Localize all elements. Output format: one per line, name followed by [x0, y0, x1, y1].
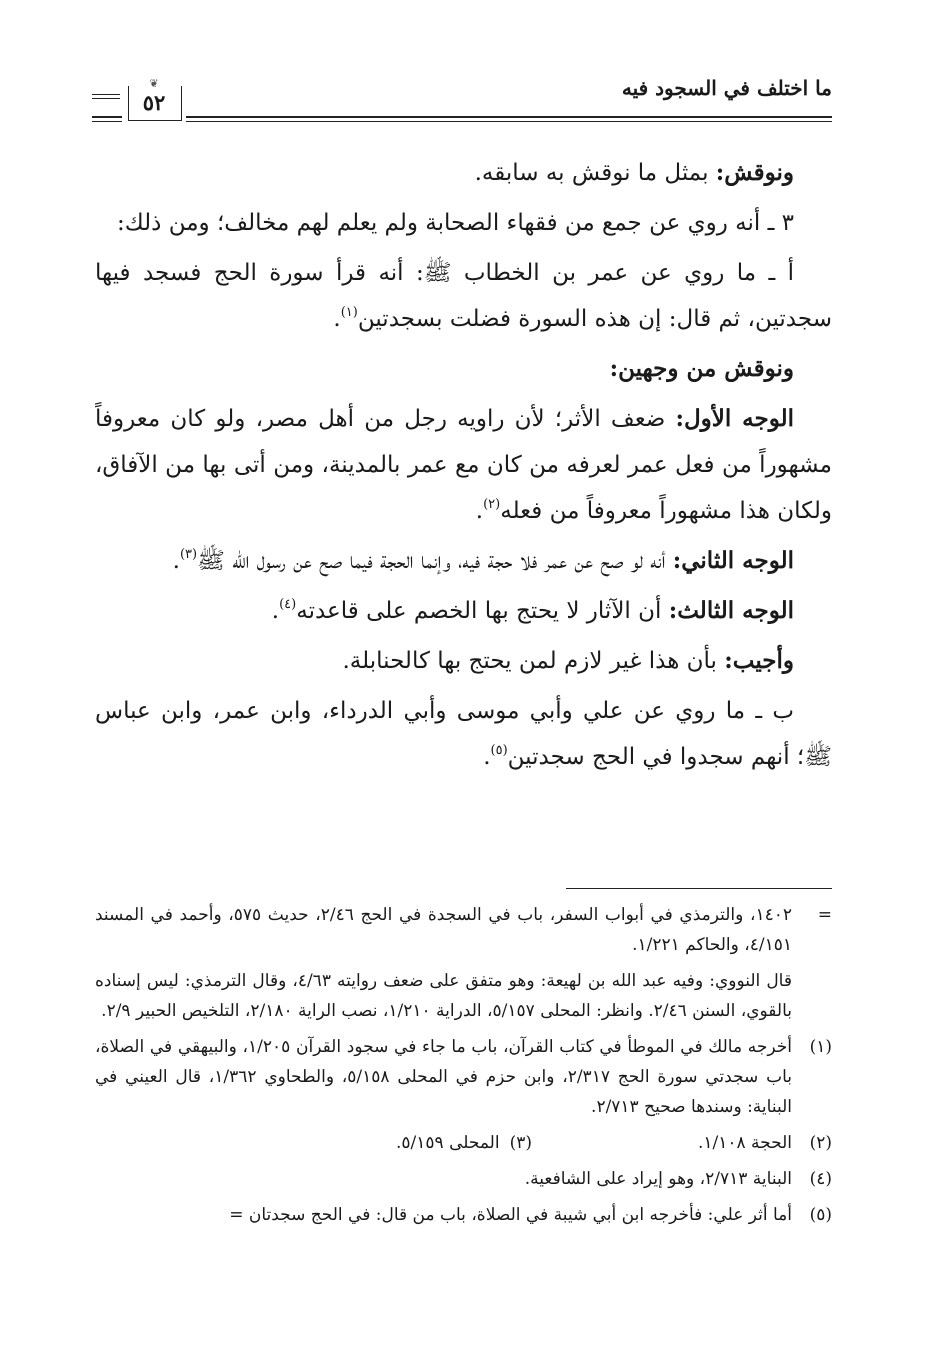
paragraph	[95, 588, 832, 634]
ornament-icon: ❦	[149, 77, 159, 90]
paragraph-text: أن الآثار لا يحتج بها الخصم على قاعدته	[296, 598, 669, 624]
footnote-marker: (٢)	[809, 1133, 832, 1153]
paragraph-label: الوجه الثالث:	[668, 597, 794, 624]
footnote-3	[396, 1128, 532, 1158]
page-number-dashes	[92, 94, 120, 102]
paragraph	[95, 346, 832, 392]
paragraph-label: ونوقش من وجهين:	[609, 355, 794, 382]
paragraph-text: ضعف الأثر؛ لأن راويه رجل من أهل مصر، ولو كان معروفاً مشهوراً من فعل عمر لعرفه من كان مع عمر بالمدينة، ومن أتى بها من الآفاق، ولكان هذا مشهوراً معروفاً من فعله	[95, 406, 832, 524]
footnote-text: الحجة ١/١٠٨.	[697, 1133, 792, 1153]
footnote-text: المحلى ٥/١٥٩.	[396, 1133, 500, 1153]
page-number-box	[122, 77, 186, 124]
paragraph-text: ب ـ ما روي عن علي وأبي موسى وأبي الدرداء، وابن عمر، وابن عباس ﷺ؛ أنهم سجدوا في الحج سجدتين	[95, 698, 832, 770]
footnote-marker: (٥)	[809, 1205, 832, 1225]
header-rule-thick	[92, 116, 832, 118]
main-text	[95, 150, 832, 784]
paragraph	[95, 688, 832, 780]
running-title: ما اختلف في السجود فيه	[621, 76, 832, 100]
paragraph	[95, 396, 832, 534]
footnote-continuation	[95, 900, 832, 960]
paragraph-end: .	[475, 498, 484, 524]
paragraph-end: .	[172, 548, 180, 574]
header-rule-thin	[92, 121, 832, 122]
paragraph	[95, 638, 832, 684]
footnote-ref[interactable]: (١)	[340, 305, 358, 320]
paragraph	[95, 538, 832, 584]
paragraph	[95, 250, 832, 342]
paragraph-text: ٣ ـ أنه روي عن جمع من فقهاء الصحابة ولم يعلم لهم مخالف؛ ومن ذلك:	[117, 210, 794, 236]
paragraph-label: وأجيب:	[724, 647, 794, 674]
page-number: ٥٢	[142, 90, 166, 115]
footnote-5	[95, 1200, 832, 1230]
footnote-ref[interactable]: (٢)	[483, 497, 501, 512]
footnote-text: أخرجه مالك في الموطأ في كتاب القرآن، باب ما جاء في سجود القرآن ١/٢٠٥، والبيهقي في الصلاة، باب سجدتي سورة الحج ٢/٣١٧، وابن حزم في المحلى ٥/١٥٨، والطحاوي ١/٣٦٢، قال العيني في البناية: وسندها صحيح ٢/٧١٣.	[95, 1037, 792, 1117]
footnote-text: البناية ٢/٧١٣، وهو إيراد على الشافعية.	[524, 1169, 792, 1189]
footnote-ref[interactable]: (٣)	[179, 547, 198, 562]
footnote-marker: (٣)	[509, 1133, 532, 1153]
footnote-text: ١٤٠٢، والترمذي في أبواب السفر، باب في السجدة في الحج ٢/٤٦، حديث ٥٧٥، وأحمد في المسند ٤/١٥١، والحاكم ١/٢٢١.	[95, 905, 792, 955]
footnote-separator	[566, 888, 832, 889]
footnote-marker: (٤)	[809, 1169, 832, 1189]
paragraph-text: بمثل ما نوقش به سابقه.	[474, 160, 716, 186]
paragraph-text: أ ـ ما روي عن عمر بن الخطاب ﷺ: أنه قرأ سورة الحج فسجد فيها سجدتين، ثم قال: إن هذه السورة فضلت بسجدتين	[95, 260, 832, 332]
footnote-text: أما أثر علي: فأخرجه ابن أبي شيبة في الصلاة، باب من قال: في الحج سجدتان =	[229, 1205, 792, 1225]
paragraph-end: .	[271, 598, 280, 624]
footnote-4	[95, 1164, 832, 1194]
page-header	[92, 72, 832, 132]
paragraph	[95, 200, 832, 246]
footnote-marker: (١)	[809, 1037, 832, 1057]
footnote-2-3	[95, 1128, 832, 1158]
paragraph-end: .	[333, 306, 341, 332]
footnote-continuation	[95, 966, 832, 1026]
paragraph-label: ونوقش:	[715, 159, 794, 186]
footnote-1	[95, 1032, 832, 1122]
footnote-text: قال النووي: وفيه عبد الله بن لهيعة: وهو متفق على ضعف روايته ٤/٦٣، وقال الترمذي: ليس إسناده بالقوي، السنن ٢/٤٦. وانظر: المحلى ٥/١٥٧، الدراية ١/٢١٠، نصب الراية ٢/١٨٠، التلخيص الحبير ٢/٩.	[95, 971, 792, 1021]
paragraph-end: .	[483, 744, 491, 770]
paragraph-text: أنه لو صح عن عمر فلا حجة فيه، وإنما الحجة فيما صح عن رسول الله ﷺ	[197, 548, 673, 574]
paragraph	[95, 150, 832, 196]
paragraph-label: الوجه الثاني:	[672, 547, 794, 574]
footnote-ref[interactable]: (٤)	[279, 597, 297, 612]
footnote-marker: =	[817, 905, 832, 925]
paragraph-text: بأن هذا غير لازم لمن يحتج بها كالحنابلة.	[342, 648, 725, 674]
footnote-ref[interactable]: (٥)	[490, 743, 508, 758]
footnotes	[95, 900, 832, 1236]
paragraph-label: الوجه الأول:	[675, 405, 794, 432]
